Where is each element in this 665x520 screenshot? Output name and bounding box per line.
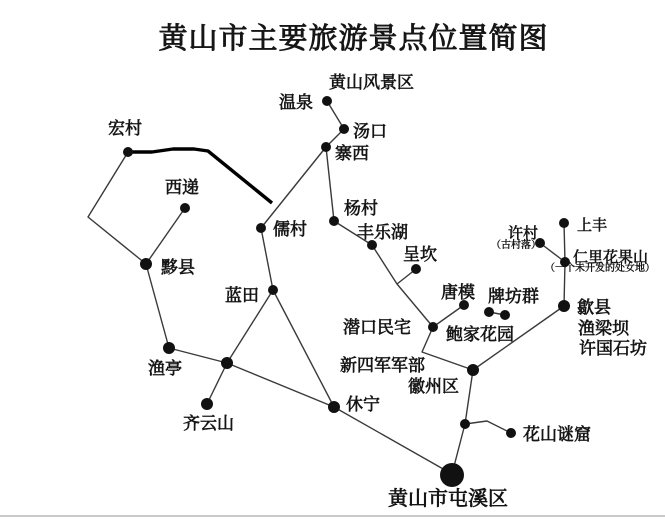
label-qiankou-minzhai: 潜口民宅 [343,318,411,337]
label-huizhouqu: 徽州区 [408,377,459,396]
label-lantian: 蓝田 [225,286,259,305]
label-renli-huaguoshan: 仁里花果山 [573,250,649,266]
label-huashan-miku: 花山谜窟 [523,425,591,444]
label-paifangqun: 牌坊群 [488,287,539,306]
label-xidi: 西递 [165,178,199,197]
label-zhaixi: 寨西 [335,144,369,163]
label-huangshan-fengjingqu: 黄山风景区 [329,73,414,92]
label-yangcun: 杨村 [344,199,378,218]
map-title: 黄山市主要旅游景点位置简图 [158,23,549,55]
label-xiuning: 休宁 [346,395,380,414]
label-yuting: 渔亭 [148,359,182,378]
label-rucun: 儒村 [273,220,307,239]
label-tunxi: 黄山市屯溪区 [388,488,508,510]
label-tangmo: 唐模 [441,283,475,302]
label-hongcun: 宏村 [108,119,142,138]
label-yixian: 黟县 [161,258,195,277]
label-xinsijun-junbu: 新四军军部 [340,356,425,375]
label-xucun: 许村 [508,226,539,242]
label-fenglehu: 丰乐湖 [357,223,408,242]
label-chengkan: 呈坎 [403,245,437,264]
label-xuguo-shifang: 许国石坊 [579,339,647,358]
label-xucun-note: （古村落） [491,240,541,251]
label-renli-note: （一个未开发的处女地） [545,263,655,274]
label-shexian: 歙县 [577,298,611,317]
label-qiyunshan: 齐云山 [183,414,234,433]
label-baojia-huayuan: 鲍家花园 [446,325,514,344]
label-yuliangba: 渔梁坝 [578,319,629,338]
label-tangkou: 汤口 [353,122,387,141]
label-wenquan: 温泉 [279,93,313,112]
image-bottom-edge-line [0,515,665,517]
label-shangfeng: 上丰 [577,218,608,234]
